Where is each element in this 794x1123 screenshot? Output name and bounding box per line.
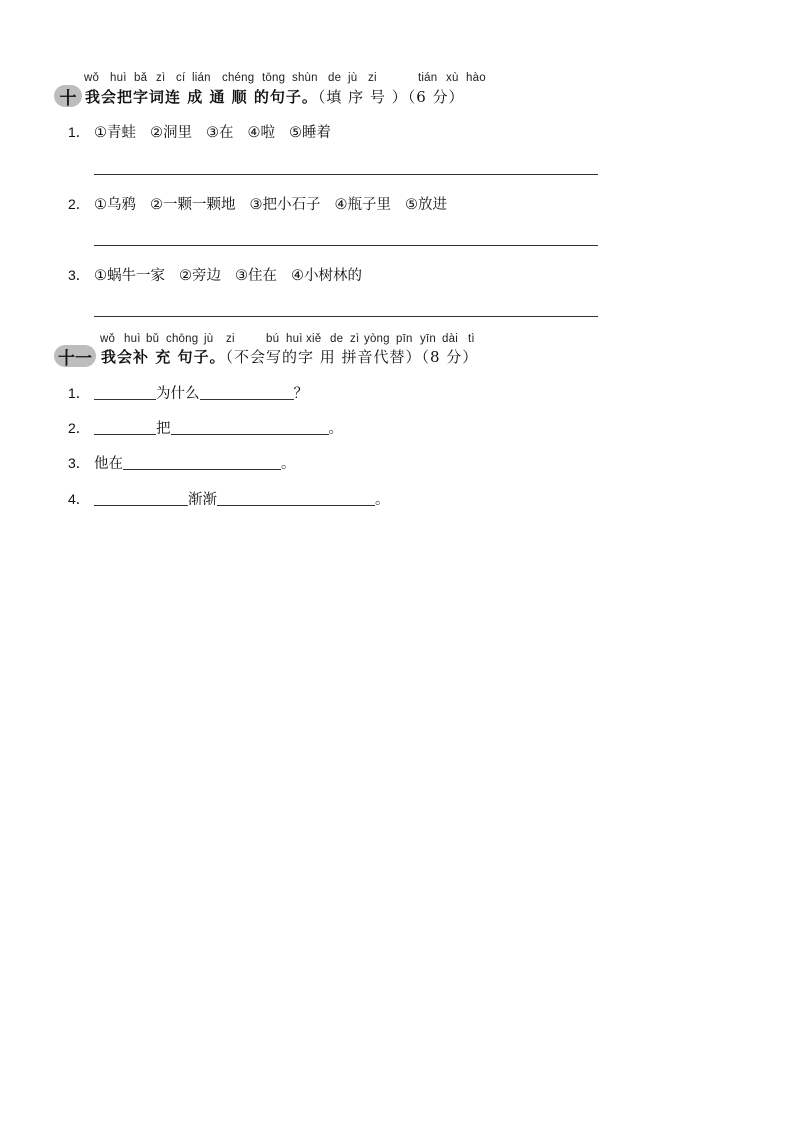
pinyin-syllable: huì: [286, 333, 303, 345]
pinyin-syllable: hào: [466, 72, 486, 84]
word-option: ②洞里: [150, 125, 192, 141]
pinyin-syllable: de: [330, 333, 344, 345]
fill-sentence: [94, 452, 296, 473]
pinyin-syllable: bǎ: [134, 72, 148, 84]
section-10-title-text: 我会把字词连 成 通 顺 的句子。: [85, 88, 318, 106]
word-option: ①蜗牛一家: [94, 268, 165, 284]
section-10-title: [85, 86, 465, 107]
pinyin-syllable: xiě: [306, 333, 322, 345]
word-option: ④小树林的: [291, 268, 362, 284]
pinyin-syllable: wǒ: [84, 72, 100, 84]
word-option: ①乌鸦: [94, 197, 136, 213]
pinyin-syllable: zì: [156, 72, 166, 84]
pinyin-syllable: pīn: [396, 333, 413, 345]
item-number: 3．: [68, 455, 90, 471]
pinyin-syllable: jù: [348, 72, 358, 84]
word-option: ④啦: [247, 125, 275, 141]
section-10-pinyin: [84, 72, 496, 84]
pinyin-syllable: bú: [266, 333, 280, 345]
question-number: 3．: [68, 267, 90, 283]
given-word: 渐渐: [188, 492, 217, 508]
answer-line[interactable]: [94, 316, 598, 317]
word-option: ③把小石子: [249, 197, 321, 213]
pinyin-syllable: chōng: [166, 333, 199, 345]
end-punctuation: ？: [293, 386, 308, 402]
section-10-number-badge: 十: [54, 85, 82, 107]
fill-sentence: [94, 382, 308, 403]
fill-sentence: [94, 417, 343, 438]
blank-field[interactable]: [94, 385, 156, 400]
section-11: [0, 330, 794, 520]
word-option: ②一颗一颗地: [150, 197, 236, 213]
end-punctuation: 。: [328, 421, 343, 437]
question-options: [94, 121, 345, 142]
section-11-pinyin: [100, 333, 482, 345]
section-11-number-badge: 十一: [54, 345, 96, 367]
question-options: [94, 193, 461, 214]
item-number: 1．: [68, 385, 90, 401]
item-number: 4．: [68, 491, 90, 507]
pinyin-syllable: tōng: [262, 72, 286, 84]
blank-field[interactable]: [171, 420, 329, 435]
pinyin-syllable: xù: [446, 72, 459, 84]
word-option: ③在: [206, 125, 234, 141]
pinyin-syllable: jù: [204, 333, 214, 345]
end-punctuation: 。: [375, 492, 390, 508]
item-number: 2．: [68, 420, 90, 436]
fill-sentence: [94, 488, 390, 509]
section-10: [0, 0, 794, 330]
pinyin-syllable: wǒ: [100, 333, 116, 345]
word-option: ⑤放进: [405, 197, 447, 213]
answer-line[interactable]: [94, 245, 598, 246]
pinyin-syllable: dài: [442, 333, 458, 345]
word-option: ⑤睡着: [289, 125, 331, 141]
pinyin-syllable: yòng: [364, 333, 390, 345]
pinyin-syllable: de: [328, 72, 342, 84]
pinyin-syllable: zi: [368, 72, 377, 84]
question-options: [94, 264, 376, 285]
pinyin-syllable: huì: [110, 72, 127, 84]
pinyin-syllable: shùn: [292, 72, 318, 84]
pinyin-syllable: huì: [124, 333, 141, 345]
question-number: 1．: [68, 124, 90, 140]
blank-field[interactable]: [217, 491, 375, 506]
pinyin-syllable: zì: [350, 333, 360, 345]
end-punctuation: 。: [281, 456, 296, 472]
given-word: 把: [156, 421, 171, 437]
section-10-note: （填 序 号 ）（6 分）: [317, 88, 465, 106]
word-option: ③住在: [235, 268, 277, 284]
pinyin-syllable: tián: [418, 72, 438, 84]
pinyin-syllable: lián: [192, 72, 211, 84]
section-11-title-text: 我会补 充 句子。: [101, 348, 226, 366]
word-option: ①青蛙: [94, 125, 136, 141]
pinyin-syllable: chéng: [222, 72, 255, 84]
blank-field[interactable]: [94, 491, 188, 506]
question-number: 2．: [68, 196, 90, 212]
blank-field[interactable]: [200, 385, 294, 400]
section-11-title: [101, 346, 478, 367]
word-option: ②旁边: [179, 268, 221, 284]
blank-field[interactable]: [94, 420, 156, 435]
pinyin-syllable: cí: [176, 72, 186, 84]
blank-field[interactable]: [123, 455, 281, 470]
word-option: ④瓶子里: [334, 197, 391, 213]
given-word: 他在: [94, 456, 123, 472]
pinyin-syllable: zi: [226, 333, 235, 345]
pinyin-syllable: yīn: [420, 333, 436, 345]
section-11-note: （不会写的字 用 拼音代替）（8 分）: [225, 348, 479, 366]
answer-line[interactable]: [94, 174, 598, 175]
given-word: 为什么: [156, 386, 200, 402]
pinyin-syllable: bǔ: [146, 333, 160, 345]
pinyin-syllable: tì: [468, 333, 475, 345]
